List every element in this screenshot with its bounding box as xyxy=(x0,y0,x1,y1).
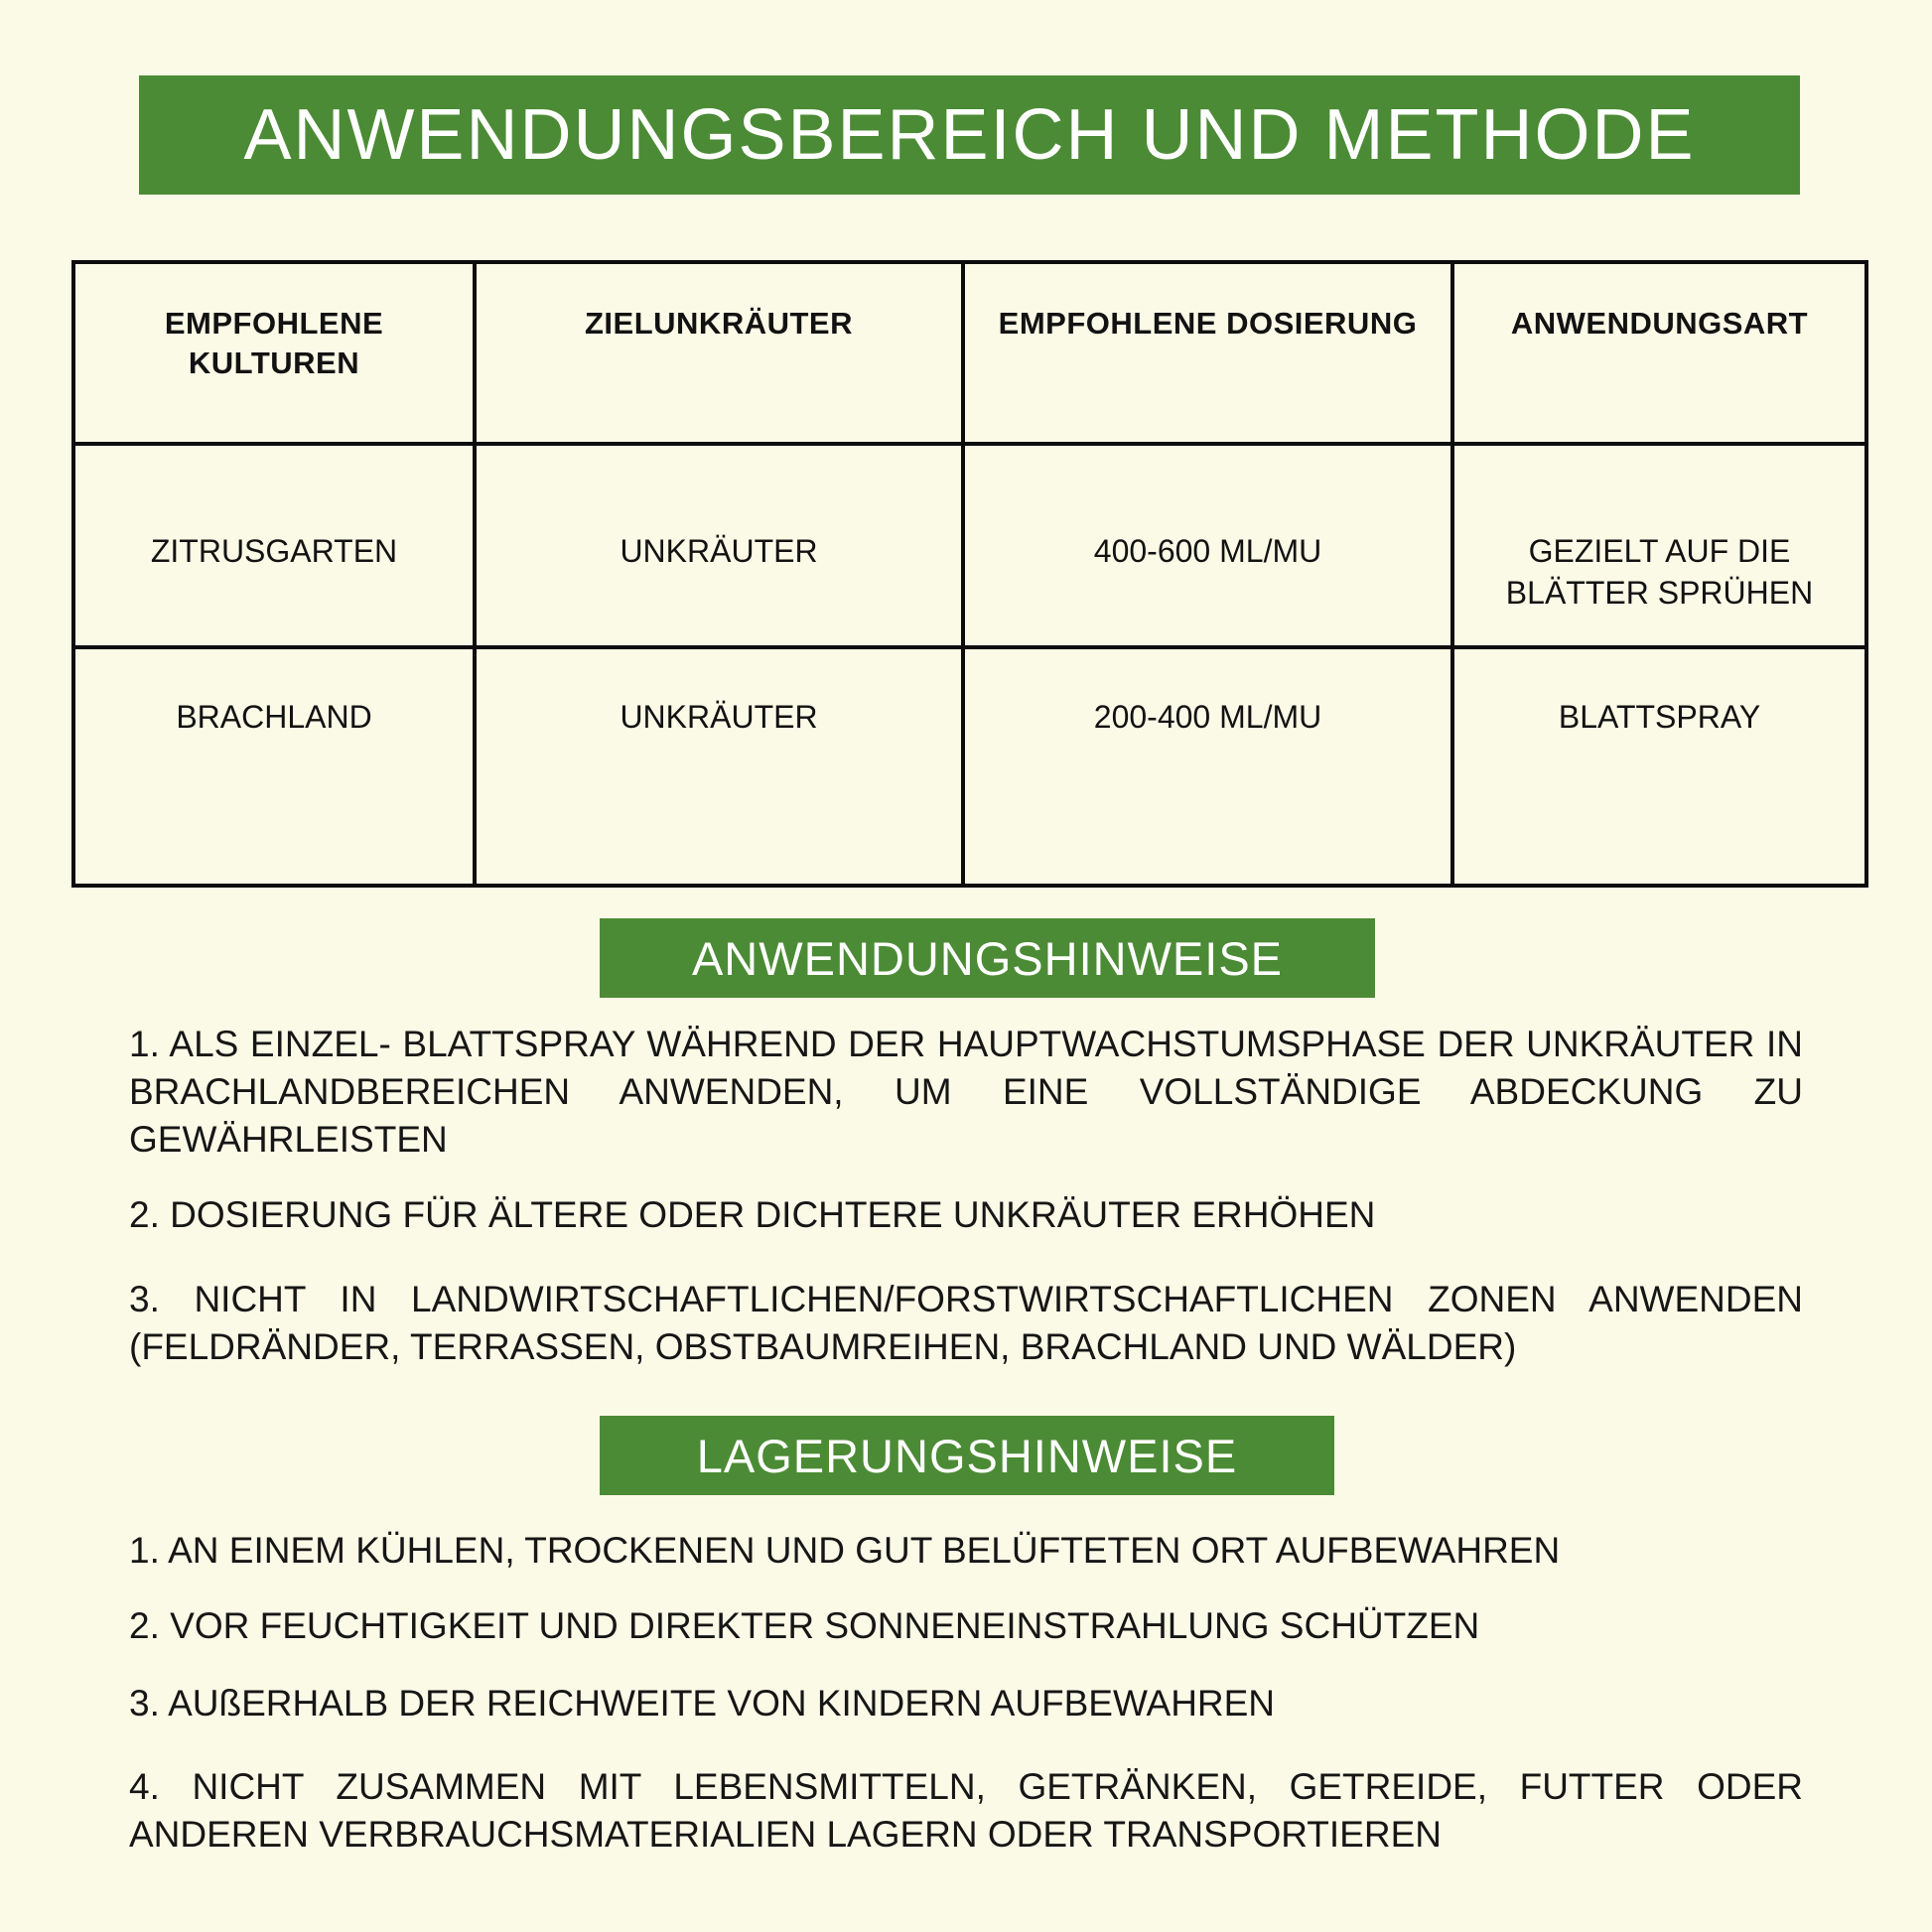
title-banner xyxy=(139,75,1800,195)
table-cell-weeds: UNKRÄUTER xyxy=(475,647,963,886)
table-header-row xyxy=(73,262,1866,444)
column-header-dosage: EMPFOHLENE DOSIERUNG xyxy=(963,262,1452,444)
application-notes-banner xyxy=(600,918,1375,998)
table-cell-culture: BRACHLAND xyxy=(73,647,475,886)
storage-note-item: 1. AN EINEM KÜHLEN, TROCKENEN UND GUT BELÜFTETEN ORT AUFBEWAHREN xyxy=(129,1530,1561,1571)
page-title: ANWENDUNGSBEREICH UND METHODE xyxy=(243,95,1696,175)
column-header-weeds: ZIELUNKRÄUTER xyxy=(475,262,963,444)
storage-notes-title: LAGERUNGSHINWEISE xyxy=(696,1429,1238,1482)
column-header-cultures: EMPFOHLENE KULTUREN xyxy=(73,262,475,444)
application-note-item: 3. NICHT IN LANDWIRTSCHAFTLICHEN/FORSTWIRTSCHAFTLICHEN ZONEN ANWENDEN (FELDRÄNDER, TERRASSEN, OBSTBAUMREIHEN, BRACHLAND UND WÄLDER) xyxy=(129,1279,1803,1368)
application-note-item: 1. ALS EINZEL- BLATTSPRAY WÄHREND DER HAUPTWACHSTUMSPHASE DER UNKRÄUTER IN BRACHLANDBEREICHEN ANWENDEN, UM EINE VOLLSTÄNDIGE ABDECKUNG ZU GEWÄHRLEISTEN xyxy=(129,1024,1803,1161)
table-cell-weeds: UNKRÄUTER xyxy=(475,444,963,647)
table-cell-method: BLATTSPRAY xyxy=(1452,647,1866,886)
storage-notes-banner xyxy=(600,1416,1334,1495)
storage-note-item: 2. VOR FEUCHTIGKEIT UND DIREKTER SONNENEINSTRAHLUNG SCHÜTZEN xyxy=(129,1605,1480,1646)
table-cell-method: GEZIELT AUF DIE BLÄTTER SPRÜHEN xyxy=(1452,444,1866,647)
table-cell-culture: ZITRUSGARTEN xyxy=(73,444,475,647)
application-table xyxy=(71,260,1868,888)
storage-note-item: 3. AUßERHALB DER REICHWEITE VON KINDERN AUFBEWAHREN xyxy=(129,1683,1276,1724)
application-notes-title: ANWENDUNGSHINWEISE xyxy=(691,931,1284,985)
application-note-item: 2. DOSIERUNG FÜR ÄLTERE ODER DICHTERE UNKRÄUTER ERHÖHEN xyxy=(129,1194,1376,1235)
table-cell-dosage: 200-400 ML/MU xyxy=(963,647,1452,886)
table-cell-dosage: 400-600 ML/MU xyxy=(963,444,1452,647)
column-header-method: ANWENDUNGSART xyxy=(1452,262,1866,444)
table-row xyxy=(73,444,1866,647)
storage-note-item: 4. NICHT ZUSAMMEN MIT LEBENSMITTELN, GETRÄNKEN, GETREIDE, FUTTER ODER ANDEREN VERBRAUCHSMATERIALIEN LAGERN ODER TRANSPORTIEREN xyxy=(129,1766,1803,1856)
table-row xyxy=(73,647,1866,886)
